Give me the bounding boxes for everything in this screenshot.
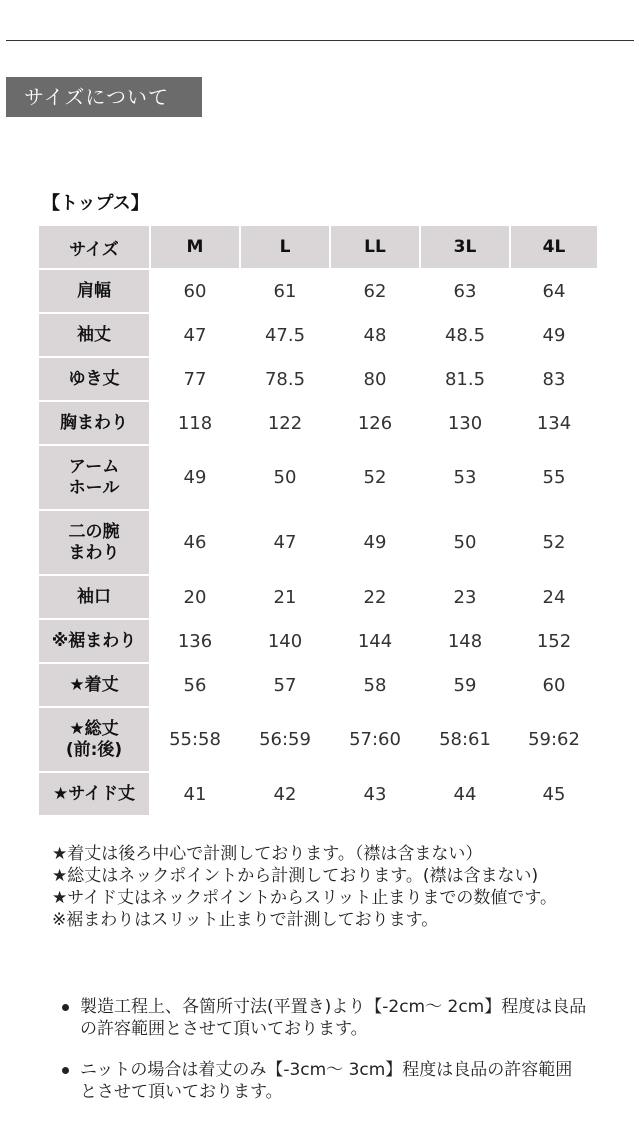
corner-header: サイズ <box>39 226 151 270</box>
table-cell: 42 <box>241 773 331 817</box>
table-cell: 64 <box>511 270 599 314</box>
table-cell: 140 <box>241 620 331 664</box>
table-cell: 122 <box>241 402 331 446</box>
table-row <box>39 358 599 402</box>
table-cell: 53 <box>421 446 511 511</box>
table-cell: 48 <box>331 314 421 358</box>
row-label: 胸まわり <box>39 402 151 446</box>
column-header: 4L <box>511 226 599 270</box>
table-cell: 50 <box>241 446 331 511</box>
table-cell: 144 <box>331 620 421 664</box>
table-cell: 55:58 <box>151 708 241 773</box>
top-divider <box>6 40 634 41</box>
table-cell: 58:61 <box>421 708 511 773</box>
table-row <box>39 270 599 314</box>
header-row <box>39 226 599 270</box>
table-cell: 130 <box>421 402 511 446</box>
table-cell: 47.5 <box>241 314 331 358</box>
table-cell: 61 <box>241 270 331 314</box>
row-label: 二の腕 まわり <box>39 511 151 576</box>
table-cell: 118 <box>151 402 241 446</box>
table-cell: 60 <box>511 664 599 708</box>
table-row <box>39 664 599 708</box>
table-row <box>39 402 599 446</box>
table-cell: 62 <box>331 270 421 314</box>
size-table <box>39 226 599 817</box>
table-title: 【トップス】 <box>42 193 149 214</box>
table-row <box>39 708 599 773</box>
note-line: ★サイド丈はネックポイントからスリット止まりまでの数値です。 <box>52 888 558 908</box>
column-header: L <box>241 226 331 270</box>
table-row <box>39 314 599 358</box>
table-cell: 134 <box>511 402 599 446</box>
measurement-notes <box>52 843 592 931</box>
note-line: ★着丈は後ろ中心で計測しております。（襟は含まない） <box>52 844 483 864</box>
table-cell: 56 <box>151 664 241 708</box>
list-item: ニットの場合は着丈のみ【-3cm～ 3cm】程度は良品の許容範囲とさせて頂いております。 <box>58 1059 588 1103</box>
list-item: 製造工程上、各箇所寸法(平置き)より【-2cm～ 2cm】程度は良品の許容範囲とさせて頂いております。 <box>58 996 588 1040</box>
note-line: ★総丈はネックポイントから計測しております。(襟は含まない) <box>52 866 539 886</box>
table-cell: 152 <box>511 620 599 664</box>
row-label: ゆき丈 <box>39 358 151 402</box>
row-label: 袖口 <box>39 576 151 620</box>
table-cell: 50 <box>421 511 511 576</box>
table-cell: 148 <box>421 620 511 664</box>
table-cell: 78.5 <box>241 358 331 402</box>
table-cell: 58 <box>331 664 421 708</box>
table-cell: 81.5 <box>421 358 511 402</box>
bullet-icon <box>62 1004 69 1011</box>
table-cell: 44 <box>421 773 511 817</box>
table-cell: 49 <box>331 511 421 576</box>
table-row <box>39 446 599 511</box>
table-cell: 83 <box>511 358 599 402</box>
column-header: 3L <box>421 226 511 270</box>
table-row <box>39 511 599 576</box>
table-cell: 55 <box>511 446 599 511</box>
table-cell: 80 <box>331 358 421 402</box>
bullet-icon <box>62 1067 69 1074</box>
table-cell: 46 <box>151 511 241 576</box>
table-cell: 20 <box>151 576 241 620</box>
table-cell: 57:60 <box>331 708 421 773</box>
row-label: ★サイド丈 <box>39 773 151 817</box>
table-cell: 23 <box>421 576 511 620</box>
table-cell: 56:59 <box>241 708 331 773</box>
table-cell: 22 <box>331 576 421 620</box>
table-cell: 45 <box>511 773 599 817</box>
column-header: M <box>151 226 241 270</box>
row-label: アーム ホール <box>39 446 151 511</box>
table-cell: 136 <box>151 620 241 664</box>
row-label: 肩幅 <box>39 270 151 314</box>
column-header: LL <box>331 226 421 270</box>
table-cell: 49 <box>511 314 599 358</box>
row-label: ※裾まわり <box>39 620 151 664</box>
section-header: サイズについて <box>6 77 202 117</box>
table-cell: 60 <box>151 270 241 314</box>
note-line: ※裾まわりはスリット止まりで計測しております。 <box>52 910 439 930</box>
row-label: ★総丈 (前:後) <box>39 708 151 773</box>
table-cell: 126 <box>331 402 421 446</box>
table-cell: 59 <box>421 664 511 708</box>
table-cell: 41 <box>151 773 241 817</box>
table-cell: 57 <box>241 664 331 708</box>
table-cell: 47 <box>151 314 241 358</box>
tolerance-list <box>58 996 588 1122</box>
table-cell: 43 <box>331 773 421 817</box>
table-cell: 52 <box>331 446 421 511</box>
table-cell: 59:62 <box>511 708 599 773</box>
table-cell: 21 <box>241 576 331 620</box>
table-cell: 52 <box>511 511 599 576</box>
table-cell: 48.5 <box>421 314 511 358</box>
table-cell: 63 <box>421 270 511 314</box>
row-label: ★着丈 <box>39 664 151 708</box>
row-label: 袖丈 <box>39 314 151 358</box>
table-cell: 24 <box>511 576 599 620</box>
table-row <box>39 773 599 817</box>
table-row <box>39 576 599 620</box>
table-cell: 49 <box>151 446 241 511</box>
table-cell: 47 <box>241 511 331 576</box>
table-row <box>39 620 599 664</box>
table-cell: 77 <box>151 358 241 402</box>
